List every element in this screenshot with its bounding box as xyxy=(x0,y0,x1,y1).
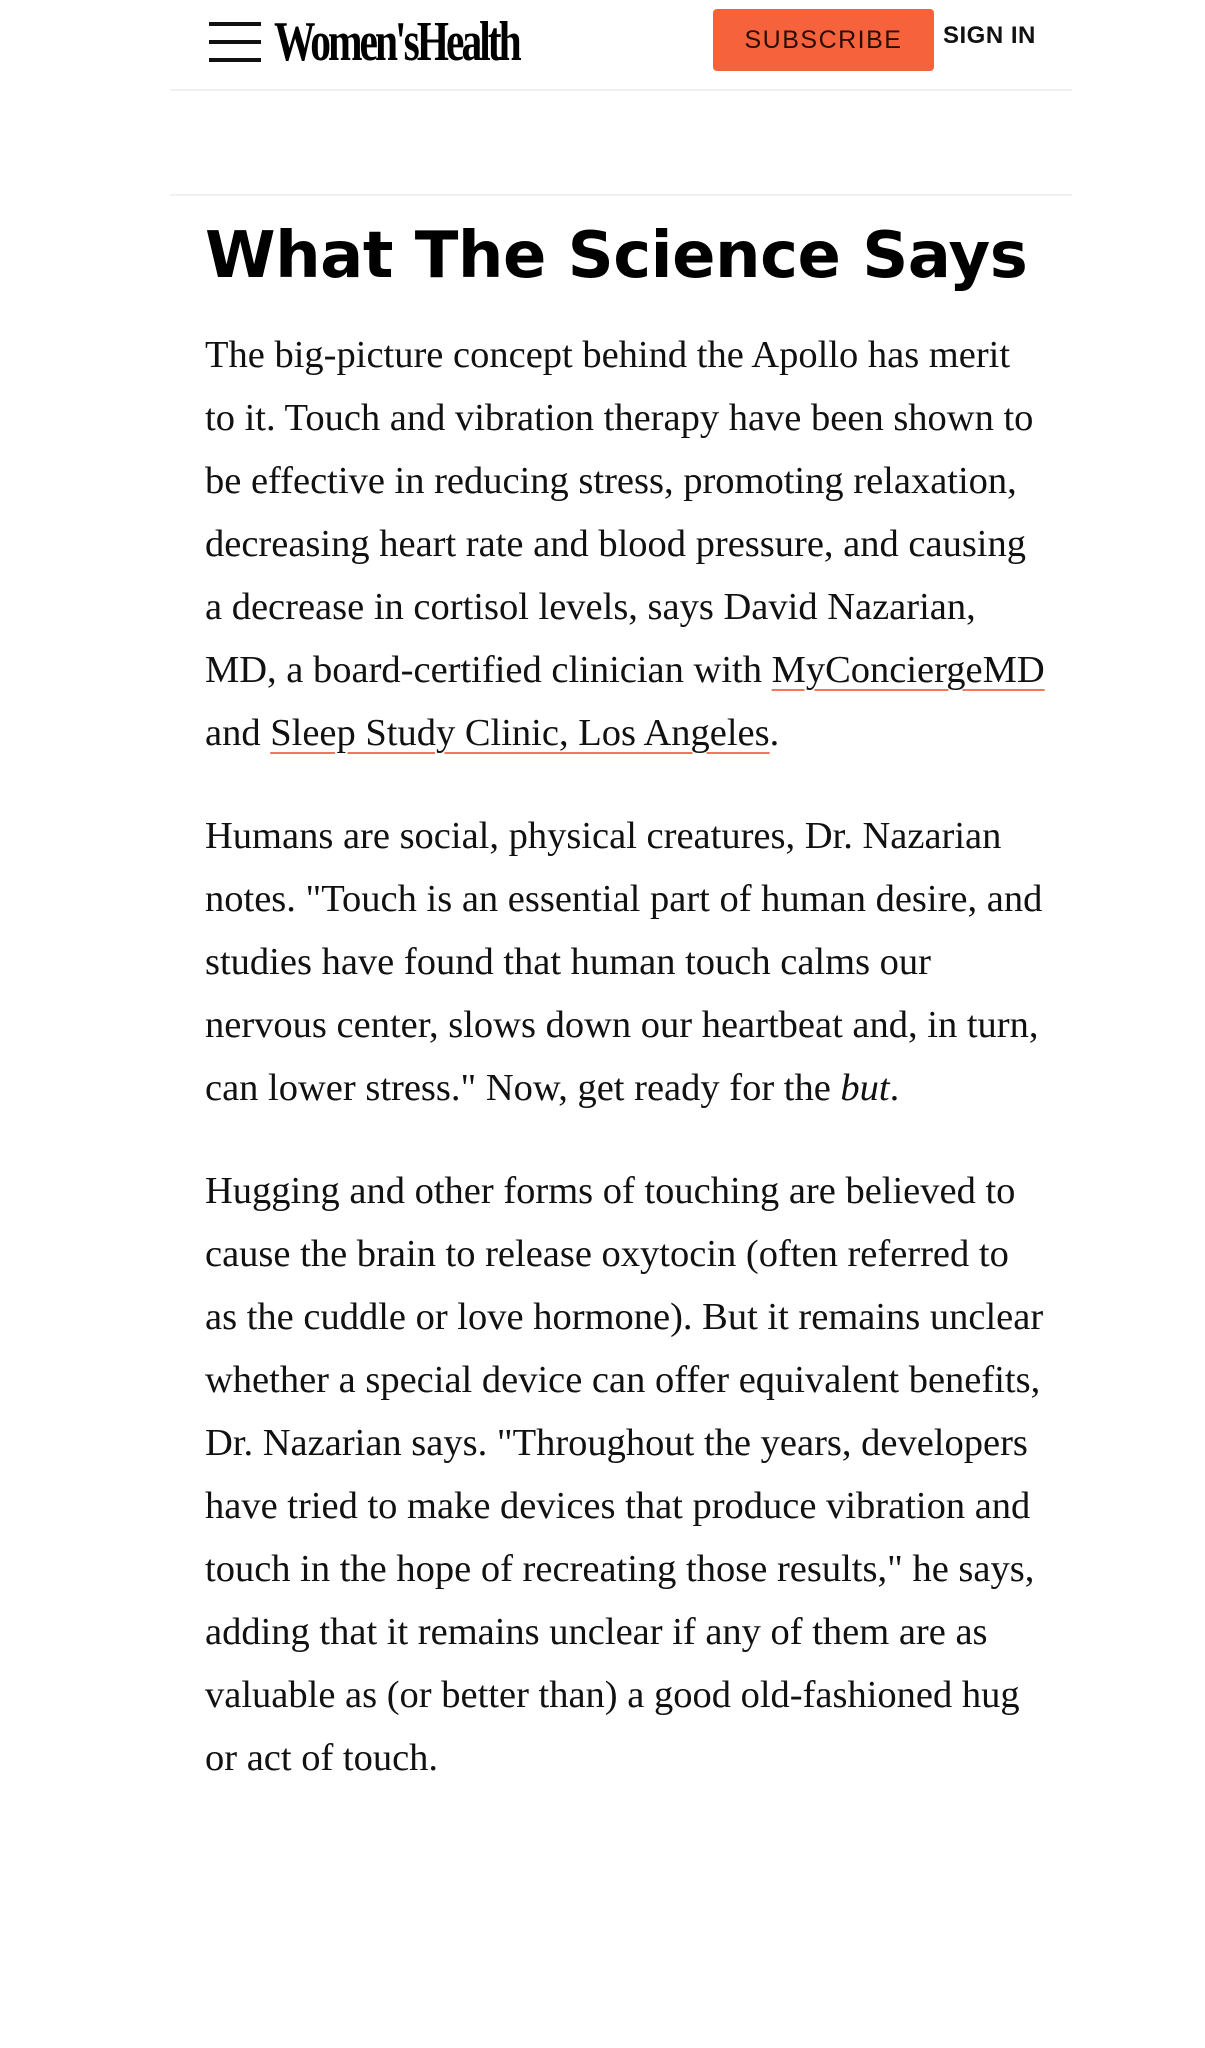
paragraph-text: Hugging and other forms of touching are believed to cause the brain to release oxytocin (often referred to as the cuddle or love hormone). But it remains unclear whether a special device can offer equivalent benefits, Dr. Nazarian says. "Throughout the years, developers have tried to make devices that produce vibration and touch in the hope of recreating those results," he says, adding that it remains unclear if any of them are as valuable as (or better than) a good old-fashioned hug or act of touch. xyxy=(205,1170,1044,1779)
paragraph-text: Humans are social, physical creatures, Dr. Nazarian notes. "Touch is an essential part of human desire, and studies have found that human touch calms our nervous center, slows down our heartbeat and, in turn, can lower stress." Now, get ready for the xyxy=(205,815,1043,1109)
paragraph-text: . xyxy=(889,1067,900,1109)
menu-bar xyxy=(209,22,261,26)
paragraph-text: and xyxy=(205,712,271,754)
paragraph-text: The big-picture concept behind the Apollo has merit to it. Touch and vibration therapy have been shown to be effective in reducing stress, promoting relaxation, decreasing heart rate and blood pressure, and causing a decrease in cortisol levels, says David Nazarian, MD, a board-certified clinician with xyxy=(205,334,1034,691)
sleep-study-clinic-link[interactable]: Sleep Study Clinic, Los Angeles xyxy=(270,712,770,754)
emphasis-text: but xyxy=(840,1067,890,1109)
paragraph xyxy=(205,324,1045,765)
paragraph-text: . xyxy=(769,712,780,754)
paragraph xyxy=(205,1160,1045,1790)
sign-in-link[interactable]: SIGN IN xyxy=(943,22,1036,49)
site-header xyxy=(0,0,1205,90)
subscribe-button[interactable]: SUBSCRIBE xyxy=(713,9,934,71)
menu-bar xyxy=(209,58,261,62)
hamburger-menu-icon[interactable] xyxy=(209,22,261,62)
article-body xyxy=(205,210,1045,1830)
myconciergemd-link[interactable]: MyConciergeMD xyxy=(771,649,1045,691)
section-divider xyxy=(170,194,1072,196)
menu-bar xyxy=(209,40,261,44)
header-divider xyxy=(170,89,1072,91)
paragraph xyxy=(205,805,1045,1120)
section-heading: What The Science Says xyxy=(205,219,1028,293)
site-logo[interactable]: Women'sHealth xyxy=(274,11,519,73)
